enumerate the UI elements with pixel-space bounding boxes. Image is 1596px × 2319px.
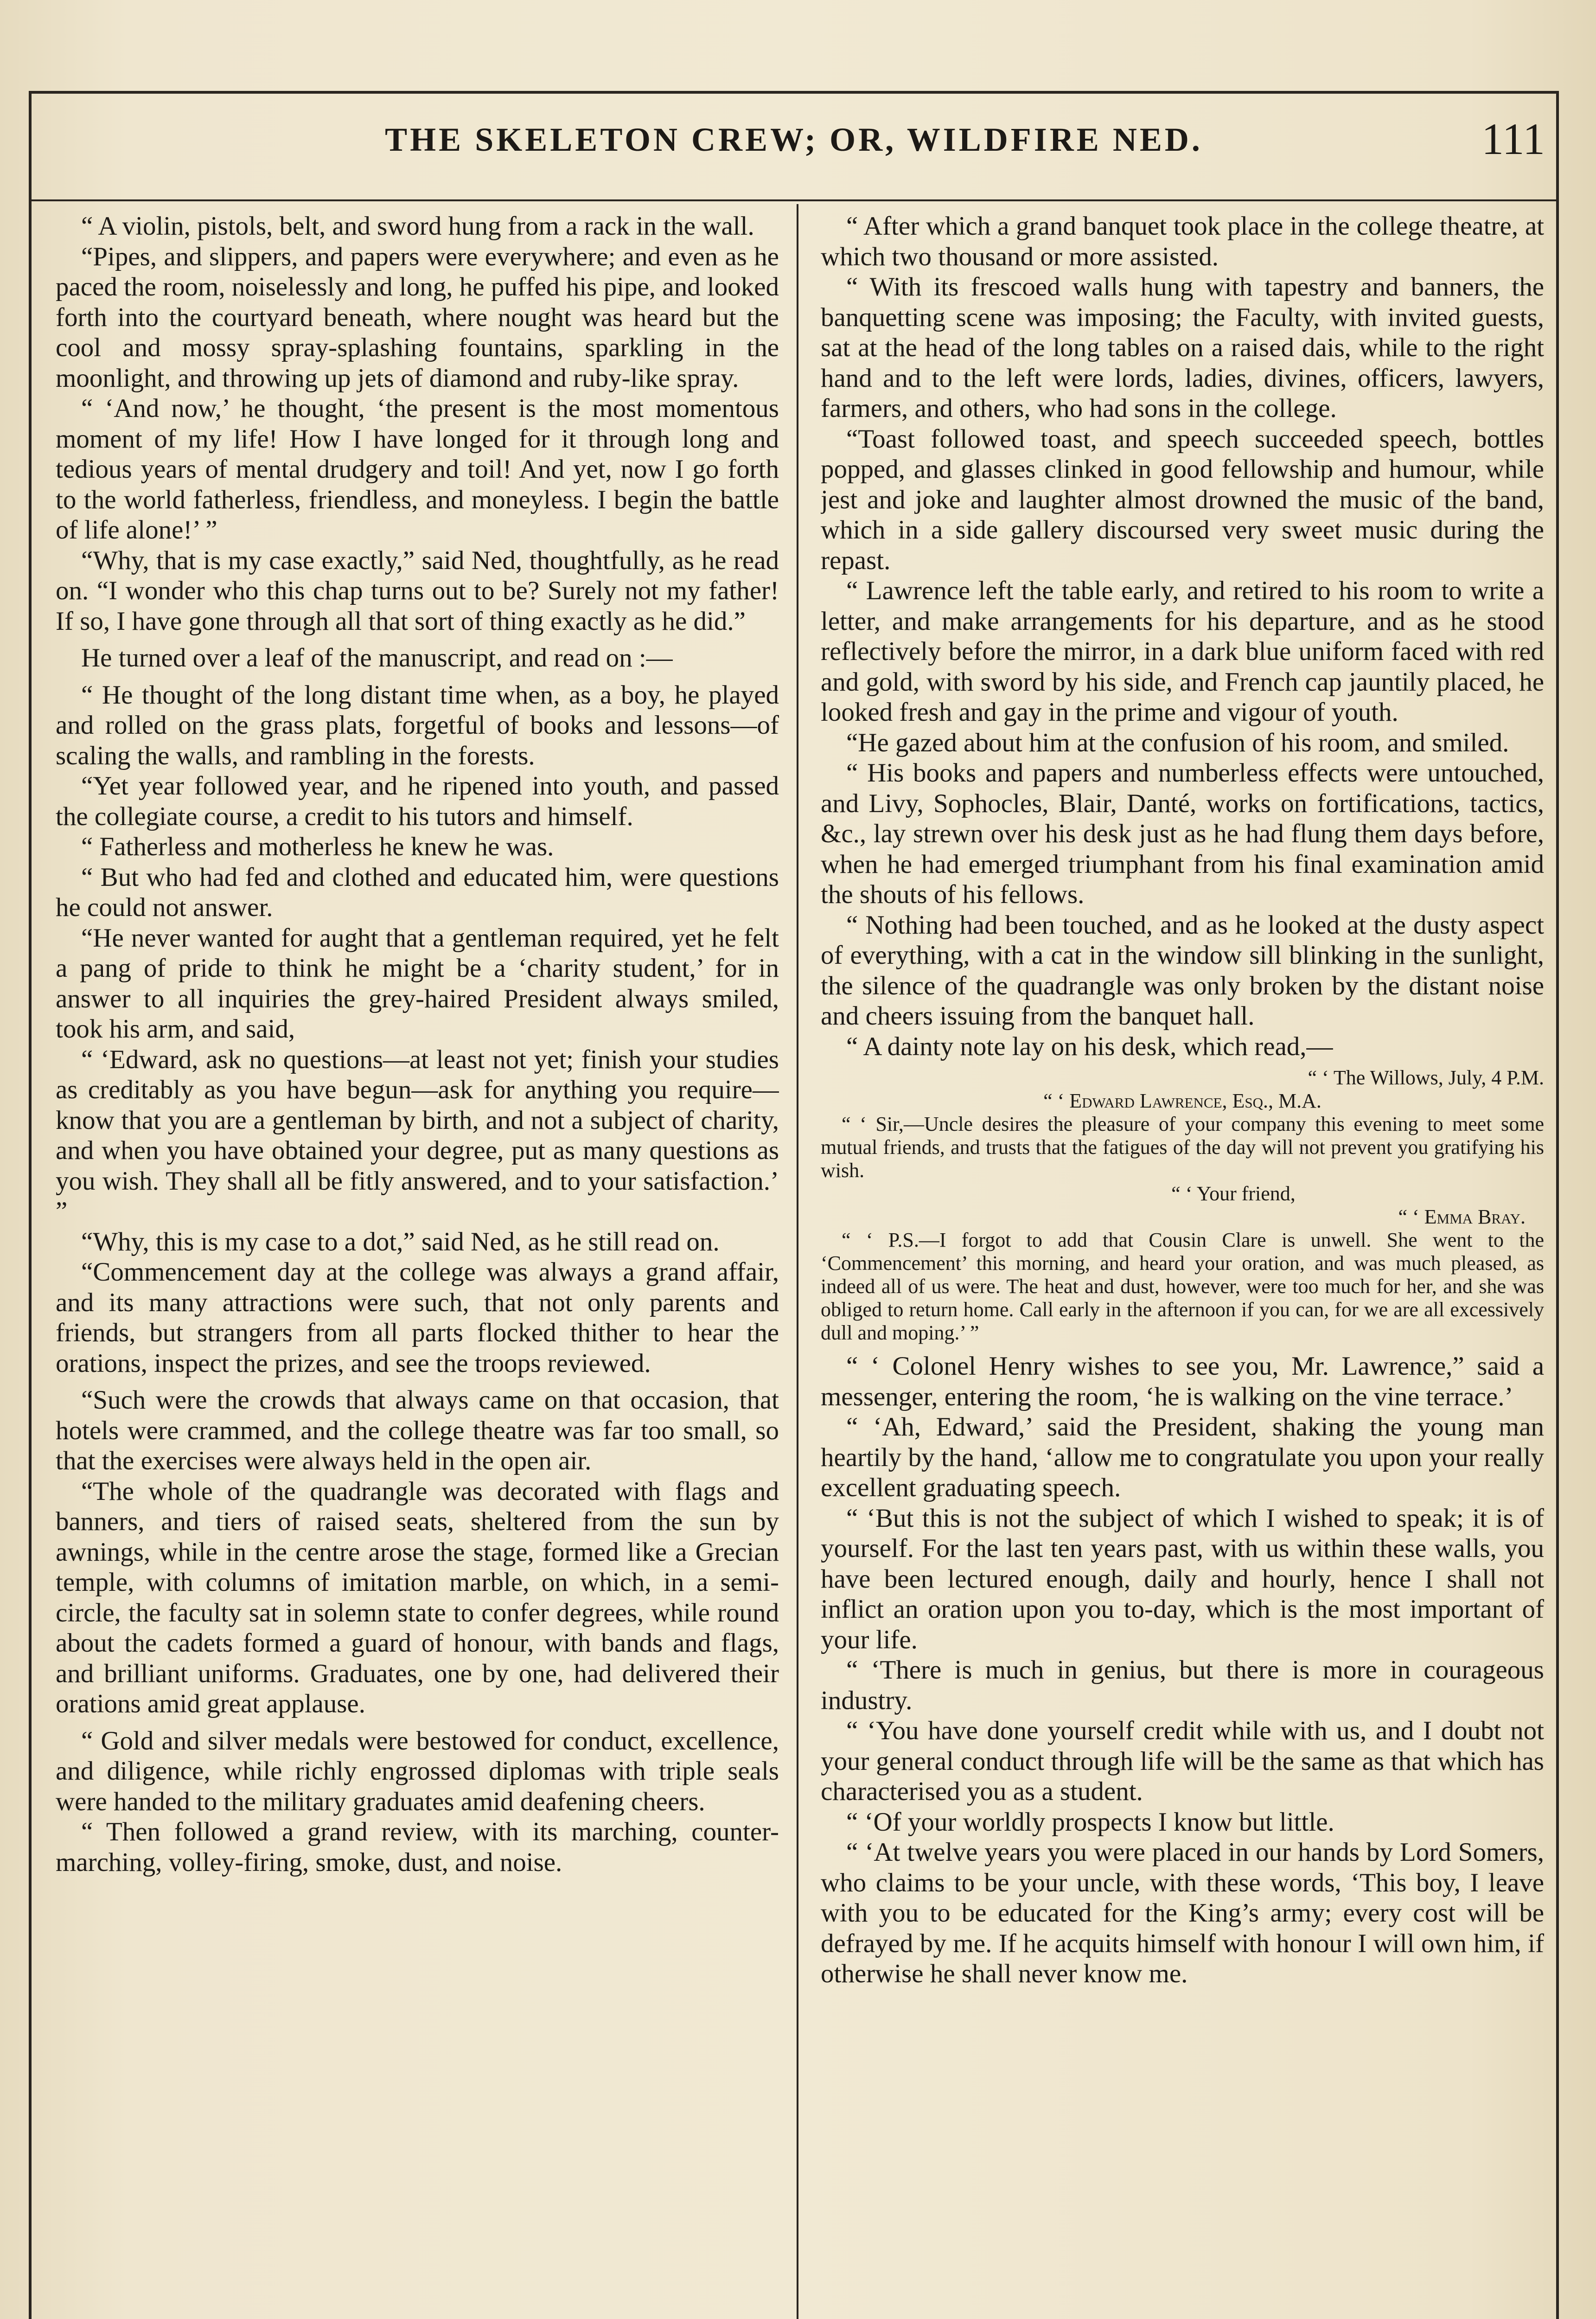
paragraph: “ Gold and silver medals were bestowed for conduct, excellence, and diligence, while richly engrossed diplomas with triple seals were handed to the military graduates amid deafening cheers. (56, 1726, 779, 1816)
running-head: THE SKELETON CREW; OR, WILDFIRE NED. (385, 121, 1203, 158)
quoted-letter (821, 1066, 1544, 1345)
header-rule (29, 199, 1559, 201)
paragraph: “ ‘Ah, Edward,’ said the President, shaking the young man heartily by the hand, ‘allow me to congratulate you upon your really excellent graduating speech. (821, 1412, 1544, 1502)
page-header (29, 93, 1559, 199)
right-column (821, 211, 1544, 2319)
paragraph: “ With its frescoed walls hung with tapestry and banners, the banquetting scene was imposing; the Faculty, with invited guests, sat at the head of the long tables on a raised dais, while to the right hand and to the left were lords, ladies, divines, officers, lawyers, farmers, and others, who had sons in the college. (821, 272, 1544, 423)
paragraph: “ ‘But this is not the subject of which I wished to speak; it is of yourself. For the last ten years past, with us within these walls, you have been lectured enough, daily and hourly, hence I shall not inflict an oration upon you to-day, which is the most important of your life. (821, 1503, 1544, 1654)
paragraph: “Yet year followed year, and he ripened into youth, and passed the collegiate course, a credit to his tutors and himself. (56, 771, 779, 831)
paragraph: “Pipes, and slippers, and papers were everywhere; and even as he paced the room, noiselessly and long, he puffed his pipe, and looked forth into the courtyard beneath, where nought was heard but the cool and mossy spray-splashing fountains, sparkling in the moonlight, and throwing up jets of diamond and ruby-like spray. (56, 242, 779, 393)
paragraph: “Toast followed toast, and speech succeeded speech, bottles popped, and glasses clinked in good fellowship and humour, while jest and joke and laughter almost drowned the music of the band, which in a side gallery discoursed very sweet music during the repast. (821, 424, 1544, 575)
letter-addressee: “ ‘ Edward Lawrence, Esq., M.A. (1043, 1089, 1321, 1112)
paragraph: “ A violin, pistols, belt, and sword hung from a rack in the wall. (81, 211, 754, 241)
letter-heading: “ ‘ The Willows, July, 4 P.M. (1308, 1066, 1544, 1089)
paragraph: “ His books and papers and numberless effects were untouched, and Livy, Sophocles, Blair, Danté, works on fortifications, tactics, &c., lay strewn over his desk just as he had flung them days before, when he had emerged triumphant from his final examination amid the shouts of his fellows. (821, 758, 1544, 909)
paragraph: “ ‘Edward, ask no questions—at least not yet; finish your studies as creditably as you have begun—ask for anything you require—know that you are a gentleman by birth, and not a subject of charity, and when you have obtained your degree, put as many questions as you wish. They shall all be fitly answered, and to your satisfaction.’ ” (56, 1044, 779, 1226)
paragraph: “He gazed about him at the confusion of his room, and smiled. (846, 728, 1509, 757)
paragraph: “Commencement day at the college was always a grand affair, and its many attractions were such, that not only parents and friends, but strangers from all parts flocked thither to hear the orations, inspect the prizes, and see the troops reviewed. (56, 1257, 779, 1378)
paragraph: “ After which a grand banquet took place in the college theatre, at which two thousand or more assisted. (821, 211, 1544, 271)
paragraph: “ A dainty note lay on his desk, which read,— (846, 1031, 1333, 1061)
paragraph: He turned over a leaf of the manuscript, and read on :— (81, 643, 673, 673)
paragraph: “Such were the crowds that always came on that occasion, that hotels were crammed, and the college theatre was far too small, so that the exercises were always held in the open air. (56, 1385, 779, 1475)
letter-body: “ ‘ Sir,—Uncle desires the pleasure of your company this evening to meet some mutual friends, and trusts that the fatigues of the day will not prevent you gratifying his wish. (821, 1113, 1544, 1182)
paragraph: “ ‘There is much in genius, but there is more in courageous industry. (821, 1655, 1544, 1715)
paragraph: “ Nothing had been touched, and as he looked at the dusty aspect of everything, with a cat in the window sill blinking in the sunlight, the silence of the quadrangle was only broken by the distant noise and cheers issuing from the banquet hall. (821, 910, 1544, 1031)
paragraph: “The whole of the quadrangle was decorated with flags and banners, and tiers of raised seats, sheltered from the sun by awnings, while in the centre arose the stage, formed like a Grecian temple, with columns of imitation marble, on which, in a semi-circle, the faculty sat in solemn state to confer degrees, while round about the cadets formed a guard of honour, with bands and flags, and brilliant uniforms. Graduates, one by one, had delivered their orations amid great applause. (56, 1476, 779, 1718)
paragraph: “ ‘Of your worldly prospects I know but little. (846, 1807, 1334, 1837)
paragraph: “ Fatherless and motherless he knew he was. (81, 832, 554, 861)
paragraph: “Why, this is my case to a dot,” said Ned, as he still read on. (81, 1227, 720, 1256)
paragraph: “ ‘And now,’ he thought, ‘the present is the most momentous moment of my life! How I have longed for it through long and tedious years of mental drudgery and toil! And yet, now I go forth to the world fatherless, friendless, and moneyless. I begin the battle of life alone!’ ” (56, 394, 779, 545)
paragraph: “ Lawrence left the table early, and retired to his room to write a letter, and make arrangements for his departure, and as he stood reflectively before the mirror, in a dark blue uniform faced with red and gold, with sword by his side, and French cap jauntily placed, he looked fresh and gay in the prime and vigour of youth. (821, 576, 1544, 727)
paragraph: “He never wanted for aught that a gentleman required, yet he felt a pang of pride to think he might be a ‘charity student,’ for in answer to all inquiries the grey-haired President always smiled, took his arm, and said, (56, 923, 779, 1044)
left-column (56, 211, 779, 2319)
page-number: 111 (1481, 114, 1545, 164)
column-divider (797, 204, 798, 2319)
paragraph: “ ‘At twelve years you were placed in our hands by Lord Somers, who claims to be your uncle, with these words, ‘This boy, I leave with you to be educated for the King’s army; every cost will be defrayed by me. If he acquits himself with honour I will own him, if otherwise he shall never know me. (821, 1838, 1544, 1988)
letter-closing: “ ‘ Your friend, (1171, 1182, 1296, 1205)
paragraph: “Why, that is my case exactly,” said Ned, thoughtfully, as he read on. “I wonder who this chap turns out to be? Surely not my father! If so, I have gone through all that sort of thing exactly as he did.” (56, 545, 779, 636)
letter-postscript: “ ‘ P.S.—I forgot to add that Cousin Clare is unwell. She went to the ‘Commencement’ this morning, and heard your oration, and was much pleased, as indeed all of us were. The heat and dust, however, were too much for her, and she was obliged to return home. Call early in the afternoon if you can, for we are all excessively dull and moping.’ ” (821, 1229, 1544, 1344)
paragraph: “ ‘You have done yourself credit while with us, and I doubt not your general conduct through life will be the same as that which has characterised you as a student. (821, 1716, 1544, 1806)
paragraph: “ He thought of the long distant time when, as a boy, he played and rolled on the grass plats, forgetful of books and lessons—of scaling the walls, and rambling in the forests. (56, 680, 779, 770)
letter-signature: “ ‘ Emma Bray. (1398, 1205, 1526, 1228)
paragraph: “ Then followed a grand review, with its marching, counter-marching, volley-firing, smoke, dust, and noise. (56, 1817, 779, 1877)
paragraph: “ But who had fed and clothed and educated him, were questions he could not answer. (56, 862, 779, 922)
paragraph: “ ‘ Colonel Henry wishes to see you, Mr. Lawrence,” said a messenger, entering the room, ‘he is walking on the vine terrace.’ (821, 1352, 1544, 1411)
